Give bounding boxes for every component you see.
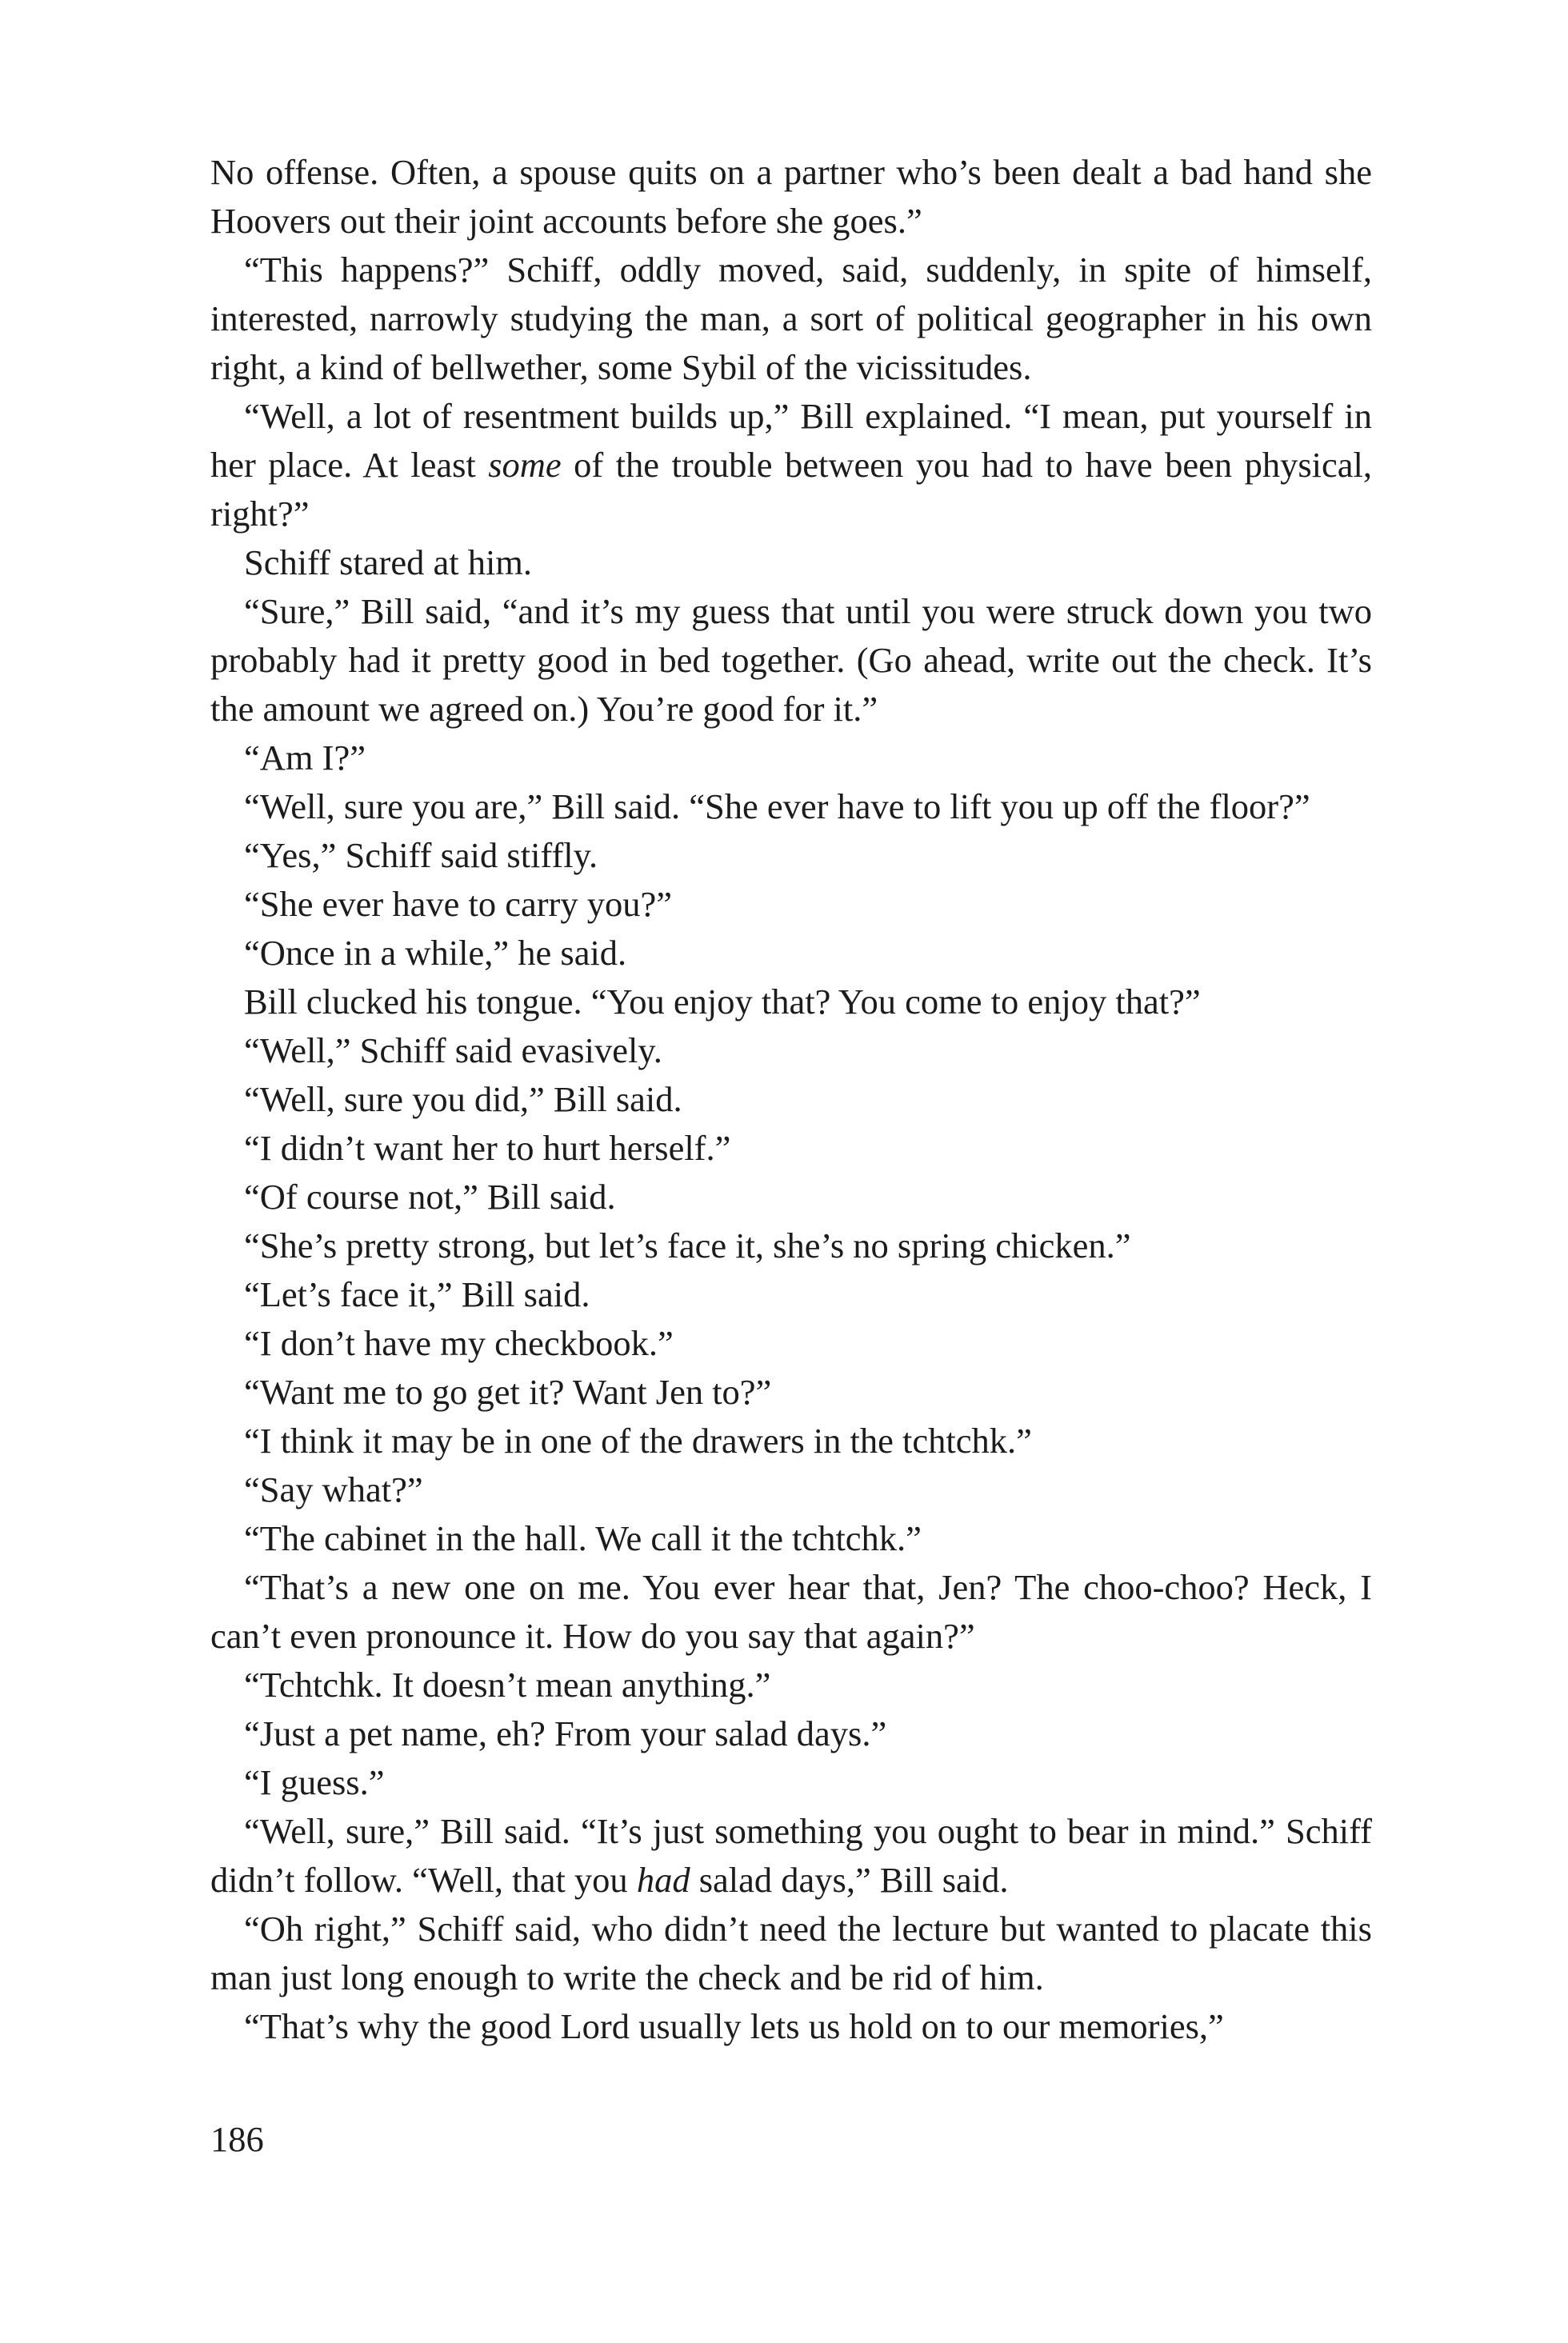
paragraph: “Let’s face it,” Bill said. [244, 1274, 590, 1314]
paragraph: “Well, sure,” Bill said. “It’s just something you ought to bear in mind.” Schiff didn’t follow. “Well, that you had salad days,” Bill said. [210, 1811, 1372, 1900]
paragraph: “Well, a lot of resentment builds up,” Bill explained. “I mean, put yourself in her place. At least some of the trouble between you had to have been physical, right?” [210, 396, 1372, 534]
italic-emphasis: had [636, 1860, 690, 1900]
paragraph: “Of course not,” Bill said. [244, 1177, 616, 1217]
page-number: 186 [210, 2119, 264, 2159]
paragraph: “She’s pretty strong, but let’s face it, she’s no spring chicken.” [244, 1225, 1131, 1265]
paragraph: “Yes,” Schiff said stiffly. [244, 835, 598, 875]
paragraph: “Want me to go get it? Want Jen to?” [244, 1372, 772, 1412]
paragraph: “The cabinet in the hall. We call it the tchtchk.” [244, 1518, 922, 1558]
paragraph: “This happens?” Schiff, oddly moved, said, suddenly, in spite of himself, interested, narrowly studying the man, a sort of political geographer in his own right, a kind of bellwether, some Sybil of the vicissitudes. [210, 250, 1372, 387]
paragraph: No offense. Often, a spouse quits on a partner who’s been dealt a bad hand she Hoovers out their joint accounts before she goes.” [210, 152, 1372, 241]
paragraph: Bill clucked his tongue. “You enjoy that? You come to enjoy that?” [244, 982, 1201, 1022]
paragraph: “Say what?” [244, 1469, 423, 1509]
paragraph: “Oh right,” Schiff said, who didn’t need the lecture but wanted to placate this man just long enough to write the check and be rid of him. [210, 1909, 1372, 1997]
paragraph: “I don’t have my checkbook.” [244, 1323, 674, 1363]
paragraph: “That’s a new one on me. You ever hear that, Jen? The choo-choo? Heck, I can’t even pronounce it. How do you say that again?” [210, 1567, 1372, 1656]
body-text [210, 148, 1372, 2051]
paragraph: “Well,” Schiff said evasively. [244, 1030, 662, 1070]
paragraph: “Am I?” [244, 738, 366, 778]
paragraph: “Sure,” Bill said, “and it’s my guess that until you were struck down you two probably had it pretty good in bed together. (Go ahead, write out the check. It’s the amount we agreed on.) You’re good for it.” [210, 591, 1372, 729]
paragraph: “She ever have to carry you?” [244, 884, 672, 924]
paragraph: “Once in a while,” he said. [244, 933, 627, 973]
italic-emphasis: some [488, 445, 562, 485]
paragraph: “Well, sure you are,” Bill said. “She ever have to lift you up off the floor?” [244, 786, 1310, 826]
paragraph: “Just a pet name, eh? From your salad days.” [244, 1713, 887, 1753]
paragraph: Schiff stared at him. [244, 542, 533, 582]
paragraph: “Tchtchk. It doesn’t mean anything.” [244, 1665, 771, 1705]
paragraph: “I guess.” [244, 1762, 385, 1802]
paragraph: “I think it may be in one of the drawers in the tchtchk.” [244, 1421, 1032, 1461]
paragraph: “Well, sure you did,” Bill said. [244, 1079, 682, 1119]
paragraph: “That’s why the good Lord usually lets us hold on to our memories,” [244, 2006, 1224, 2046]
paragraph: “I didn’t want her to hurt herself.” [244, 1128, 731, 1168]
